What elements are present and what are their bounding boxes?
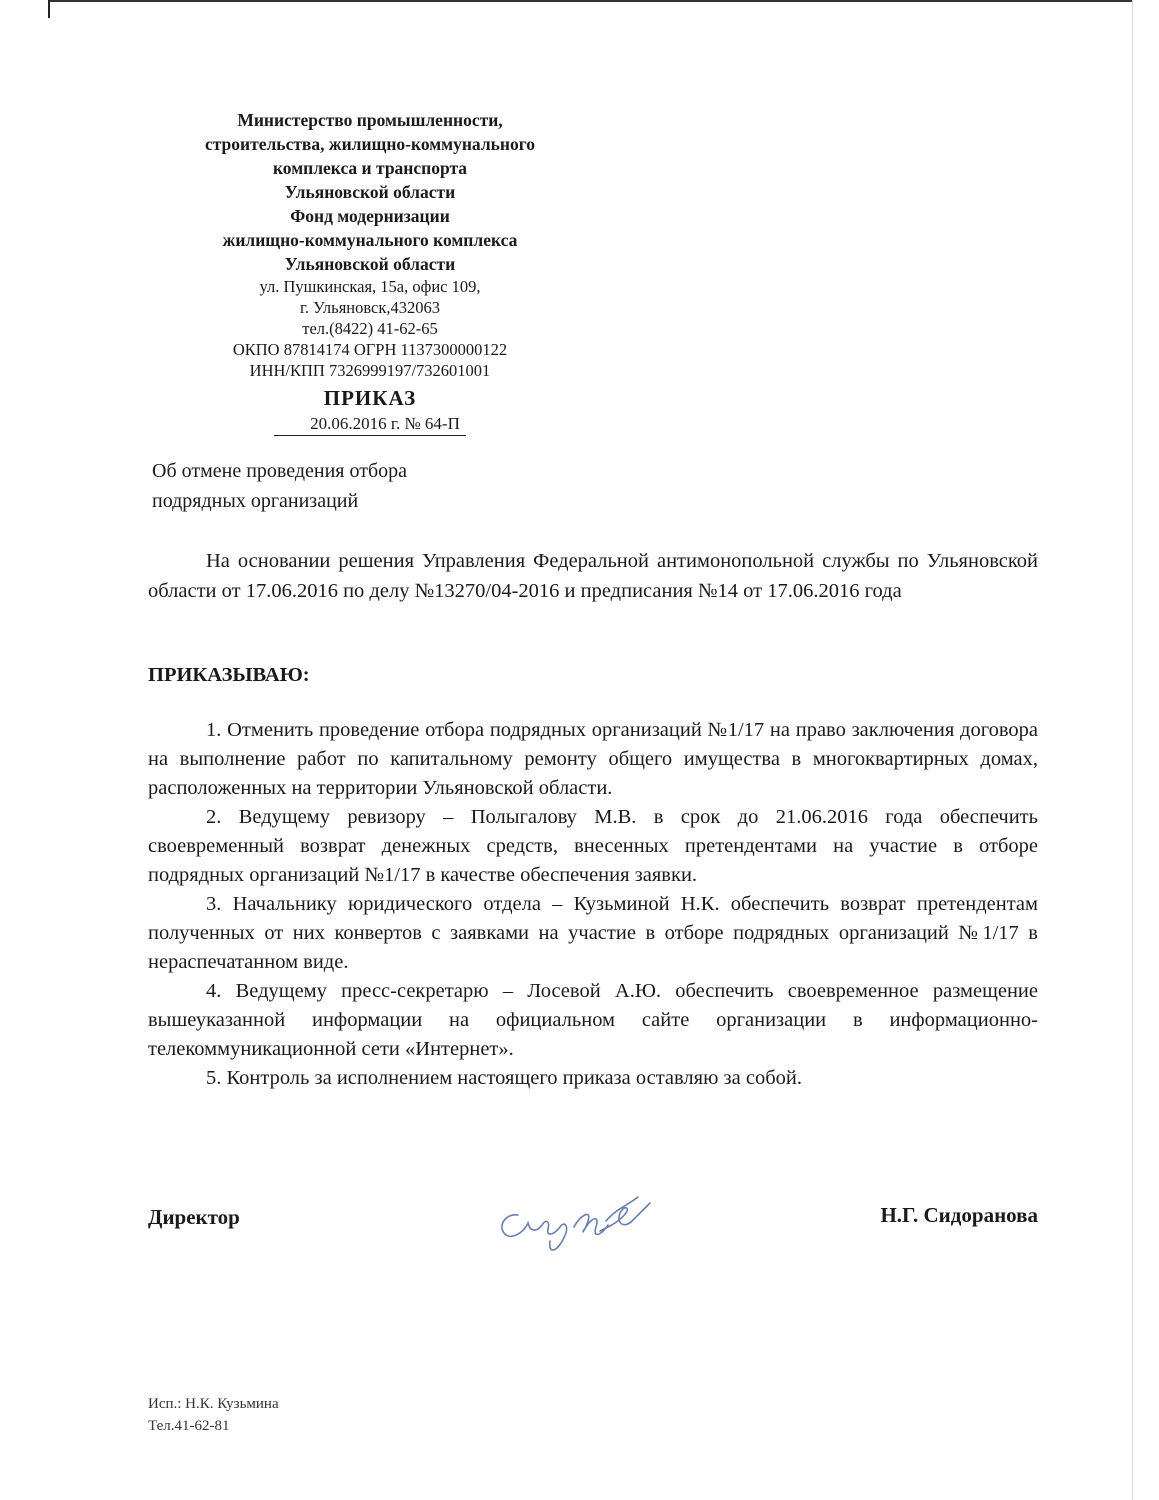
document-date-number: 20.06.2016 г. № 64-П xyxy=(274,413,466,436)
executor-phone: Тел.41-62-81 xyxy=(148,1418,230,1434)
fund-line: Фонд модернизации xyxy=(290,206,450,226)
phone-line: тел.(8422) 41-62-65 xyxy=(302,319,438,338)
document-type: ПРИКАЗ xyxy=(323,386,417,410)
document-subject xyxy=(152,456,407,516)
handwritten-signature xyxy=(488,1175,678,1255)
letterhead xyxy=(130,108,610,436)
basis-paragraph xyxy=(148,546,1038,606)
scan-edge-left-mark xyxy=(48,0,50,18)
executor-info xyxy=(148,1393,279,1437)
signer-position: Директор xyxy=(148,1205,240,1229)
scan-edge-top xyxy=(48,0,1133,2)
scan-edge-right xyxy=(1132,0,1133,1500)
ministry-line: строительства, жилищно-коммунального xyxy=(204,134,535,154)
ministry-line: комплекса и транспорта xyxy=(272,158,468,178)
ministry-line: Министерство промышленности, xyxy=(237,110,503,130)
order-item: 3. Начальнику юридического отдела – Кузьминой Н.К. обеспечить возврат претендентам полученных от них конвертов с заявками на участие в отборе подрядных организаций №1/17 в нераспечатанном виде. xyxy=(148,893,1038,973)
okpo-ogrn-line: ОКПО 87814174 ОГРН 1137300000122 xyxy=(232,340,508,359)
executor-name: Исп.: Н.К. Кузьмина xyxy=(148,1396,279,1412)
fund-line: Ульяновской области xyxy=(284,254,456,274)
order-item: 1. Отменить проведение отбора подрядных организаций №1/17 на право заключения договора на выполнение работ по капитальному ремонту общего имущества в многоквартирных домах, расположенных на территории Ульяновской области. xyxy=(148,719,1038,799)
order-heading: ПРИКАЗЫВАЮ: xyxy=(148,664,310,686)
signature-block xyxy=(148,1205,1038,1245)
address-line: ул. Пушкинская, 15а, офис 109, xyxy=(259,277,481,296)
signer-name: Н.Г. Сидоранова xyxy=(880,1203,1038,1227)
fund-line: жилищно-коммунального комплекса xyxy=(222,230,518,250)
ministry-line: Ульяновской области xyxy=(284,182,456,202)
order-items xyxy=(148,716,1038,1093)
basis-text: На основании решения Управления Федеральной антимонопольной службы по Ульяновской области от 17.06.2016 по делу №13270/04-2016 и предписания №14 от 17.06.2016 года xyxy=(148,550,1038,602)
order-item: 5. Контроль за исполнением настоящего приказа оставляю за собой. xyxy=(206,1067,802,1089)
order-item: 2. Ведущему ревизору – Полыгалову М.В. в срок до 21.06.2016 года обеспечить своевременный возврат денежных средств, внесенных претендентами на участие в отборе подрядных организаций №1/17 в качестве обеспечения заявки. xyxy=(148,806,1038,886)
subject-line: Об отмене проведения отбора xyxy=(152,460,408,482)
inn-kpp-line: ИНН/КПП 7326999197/732601001 xyxy=(249,361,491,380)
address-line: г. Ульяновск,432063 xyxy=(299,298,441,317)
order-item: 4. Ведущему пресс-секретарю – Лосевой А.Ю. обеспечить своевременное размещение вышеуказанной информации на официальном сайте организации в информационно-телекоммуникационной сети «Интернет». xyxy=(148,980,1038,1060)
subject-line: подрядных организаций xyxy=(152,490,359,512)
